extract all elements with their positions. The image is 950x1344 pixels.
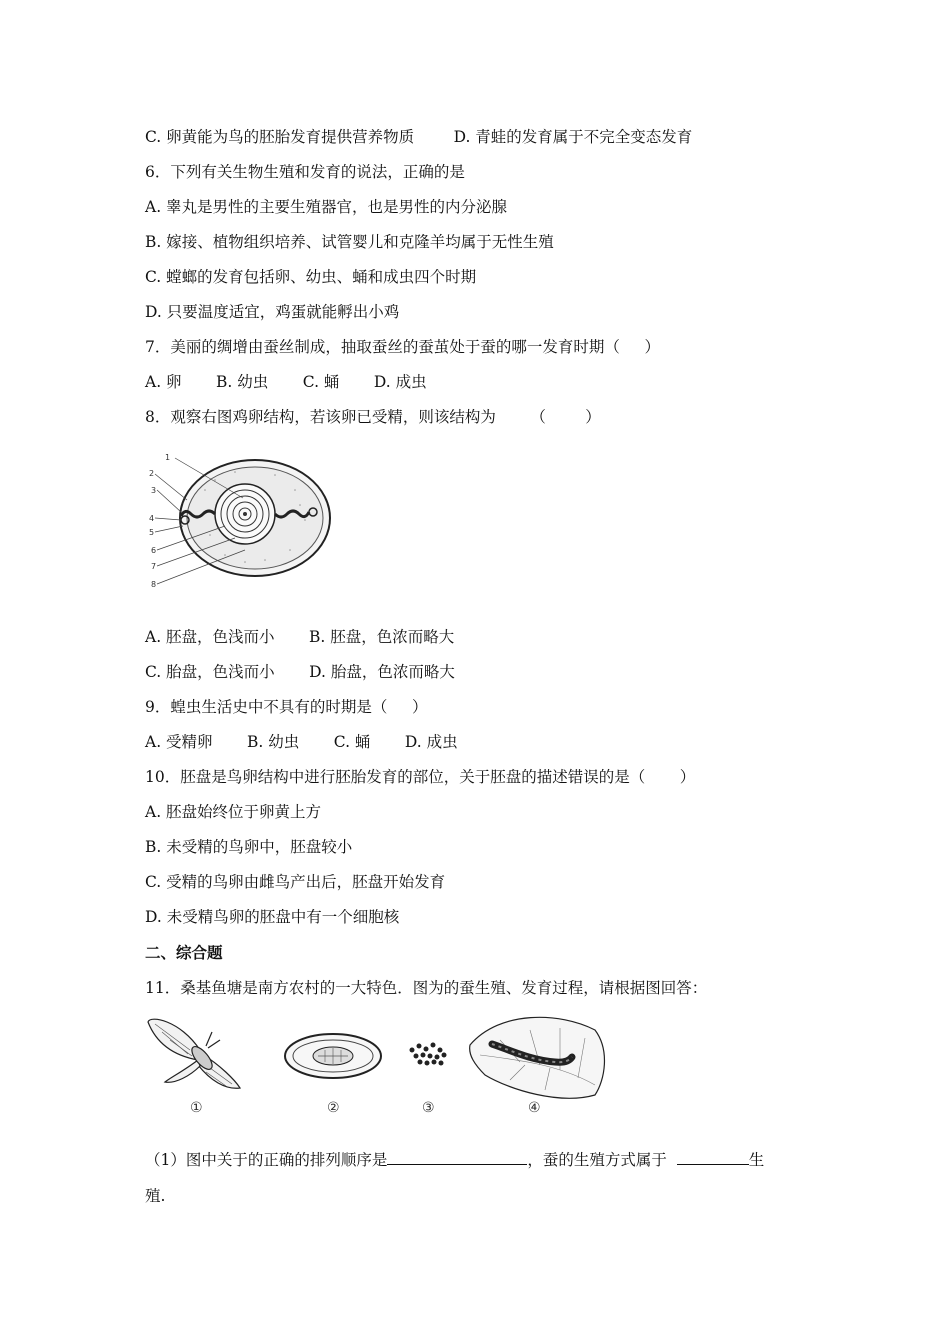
q7-stem: 7．美丽的绸增由蚕丝制成，抽取蚕丝的蚕茧处于蚕的哪一发育时期（ ） [145,338,660,356]
stage-label-2: ② [327,1100,340,1116]
q11-part1 [145,1148,764,1170]
q8-stem: 8．观察右图鸡卵结构，若该卵已受精，则该结构为 （ ） [145,408,601,426]
answer-blank-reproduction[interactable] [677,1148,749,1165]
stage-label-3: ③ [422,1100,435,1116]
moth-drawing [148,1019,240,1088]
q10-option-a: A. 胚盘始终位于卵黄上方 [145,803,322,821]
leaf-larva-drawing [470,1017,605,1098]
q10-option-b: B. 未受精的鸟卵中，胚盘较小 [145,838,353,856]
q11-part1-text-b: ，蚕的生殖方式属于 [527,1151,677,1169]
q6-option-a: A. 睾丸是男性的主要生殖器官，也是男性的内分泌腺 [145,198,508,216]
egg-label-6: 6 [151,546,157,555]
q10-option-c: C. 受精的鸟卵由雌鸟产出后，胚盘开始发育 [145,873,446,891]
silkworm-lifecycle-figure [140,1010,620,1120]
q8-options-cd: C. 胎盘，色浅而小 D. 胎盘，色浓而略大 [145,663,455,681]
q6-stem: 6．下列有关生物生殖和发育的说法，正确的是 [145,163,465,181]
q9-options: A. 受精卵 B. 幼虫 C. 蛹 D. 成虫 [145,733,458,751]
answer-blank-order[interactable] [387,1148,527,1165]
q8-options-ab: A. 胚盘，色浅而小 B. 胚盘，色浓而略大 [145,628,455,646]
eggs-drawing [410,1043,447,1066]
stage-label-4: ④ [528,1100,541,1116]
q11-part1-text-a: （1）图中关于的正确的排列顺序是 [145,1151,388,1169]
q9-stem: 9．蝗虫生活史中不具有的时期是（ ） [145,698,428,716]
egg-structure-figure [145,450,335,590]
egg-label-5: 5 [149,528,155,537]
egg-label-7: 7 [151,562,157,571]
egg-label-2: 2 [149,469,155,478]
q11-part1-continued: 殖. [145,1187,166,1205]
egg-label-3: 3 [151,486,157,495]
q5-options-cd: C. 卵黄能为鸟的胚胎发育提供营养物质 D. 青蛙的发育属于不完全变态发育 [145,128,693,146]
q6-option-d: D. 只要温度适宜，鸡蛋就能孵出小鸡 [145,303,400,321]
q7-options: A. 卵 B. 幼虫 C. 蛹 D. 成虫 [145,373,427,391]
q11-part1-text-c: 生 [748,1151,765,1169]
stage-label-1: ① [190,1100,203,1116]
section-heading: 二、综合题 [145,943,223,962]
q6-option-c: C. 螳螂的发育包括卵、幼虫、蛹和成虫四个时期 [145,268,477,286]
q6-option-b: B. 嫁接、植物组织培养、试管婴儿和克隆羊均属于无性生殖 [145,233,554,251]
q10-stem: 10．胚盘是鸟卵结构中进行胚胎发育的部位，关于胚盘的描述错误的是（ ） [145,768,696,786]
cocoon-drawing [285,1034,381,1078]
egg-label-8: 8 [151,580,157,589]
q10-option-d: D. 未受精鸟卵的胚盘中有一个细胞核 [145,908,400,926]
egg-label-4: 4 [149,514,155,523]
egg-label-1: 1 [165,453,171,462]
q11-stem: 11．桑基鱼塘是南方农村的一大特色．图为的蚕生殖、发育过程，请根据图回答： [145,979,708,997]
